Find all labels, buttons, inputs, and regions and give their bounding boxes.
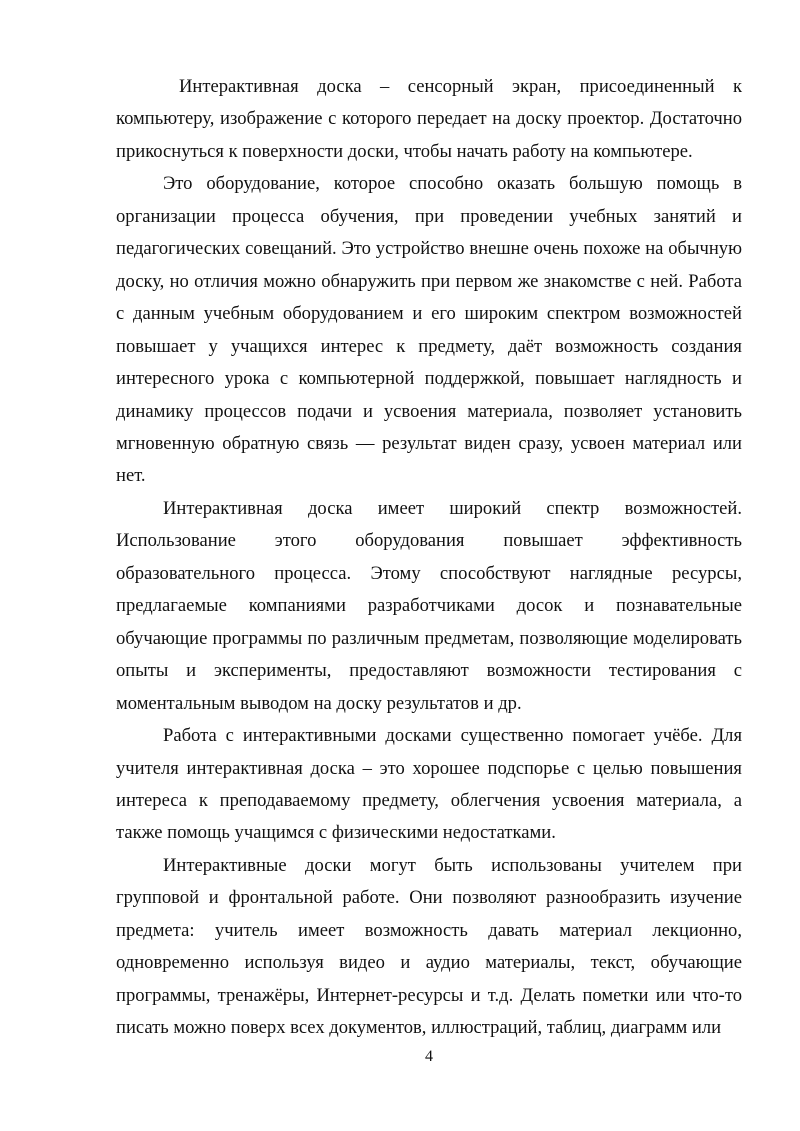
body-text <box>116 71 742 1045</box>
paragraph-2: Это оборудование, которое способно оказать большую помощь в организации процесса обучения, при проведении учебных занятий и педагогических совещаний. Это устройство внешне очень похоже на обычную доску, но отличия можно обнаружить при первом же знакомстве с ней. Работа с данным учебным оборудованием и его широким спектром возможностей повышает у учащихся интерес к предмету, даёт возможность создания интересного урока с компьютерной поддержкой, повышает наглядность и динамику процессов подачи и усвоения материала, позволяет установить мгновенную обратную связь — результат виден сразу, усвоен материал или нет. <box>116 173 742 487</box>
paragraph-3: Интерактивная доска имеет широкий спектр возможностей. Использование этого оборудования повышает эффективность образовательного процесса. Этому способствуют наглядные ресурсы, предлагаемые компаниями разработчиками досок и познавательные обучающие программы по различным предметам, позволяющие моделировать опыты и эксперименты, предоставляют возможности тестирования с моментальным выводом на доску результатов и др. <box>116 497 742 714</box>
paragraph-4: Работа с интерактивными досками существенно помогает учёбе. Для учителя интерактивная доска – это хорошее подспорье с целью повышения интереса к преподаваемому предмету, облегчения усвоения материала, а также помощь учащимся с физическими недостатками. <box>116 725 742 844</box>
page-number: 4 <box>425 1048 433 1065</box>
paragraph-5: Интерактивные доски могут быть использованы учителем при групповой и фронтальной работе. Они позволяют разнообразить изучение предмета: учитель имеет возможность давать материал лекционно, одновременно используя видео и аудио материалы, текст, обучающие программы, тренажёры, Интернет-ресурсы и т.д. Делать пометки или что-то писать можно поверх всех документов, иллюстраций, таблиц, диаграмм или <box>116 854 742 1039</box>
paragraph-1: Интерактивная доска – сенсорный экран, присоединенный к компьютеру, изображение с которого передает на доску проектор. Достаточно прикоснуться к поверхности доски, чтобы начать работу на компьютере. <box>116 76 742 162</box>
